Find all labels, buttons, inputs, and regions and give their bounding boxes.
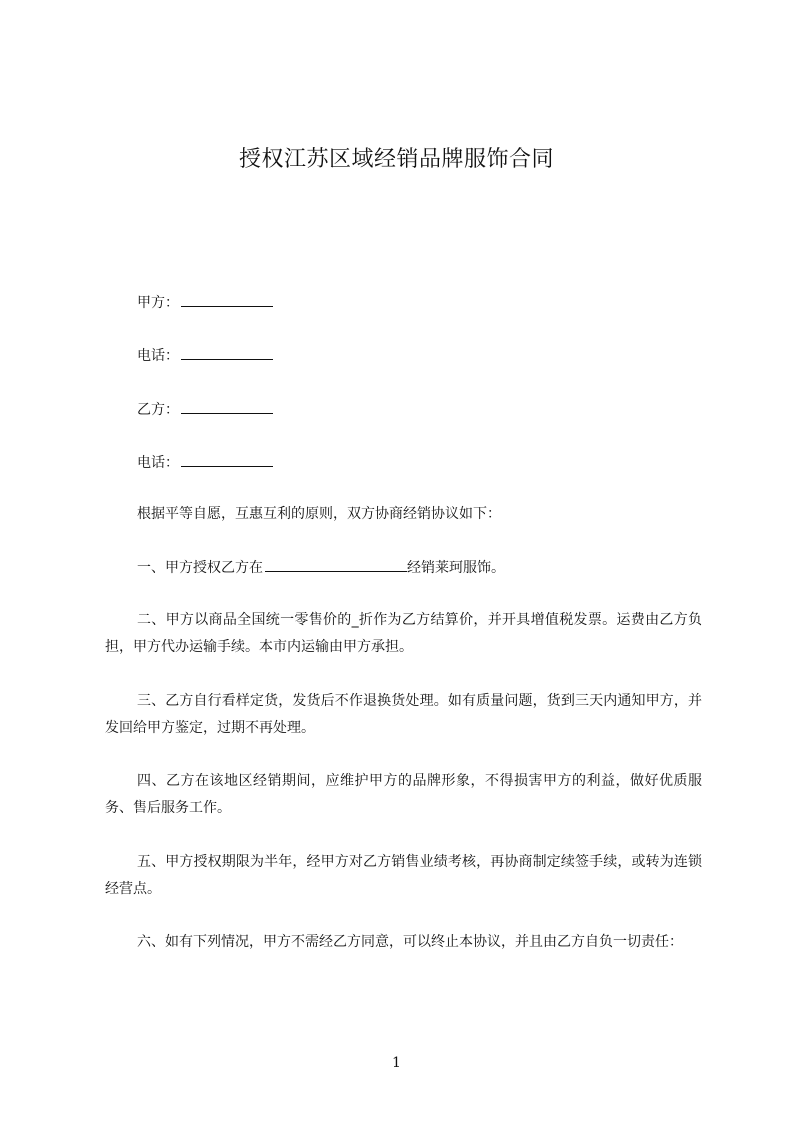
clause-6: 六、如有下列情况，甲方不需经乙方同意，可以终止本协议，并且由乙方自负一切责任： [137, 934, 683, 950]
party-a-label: 甲方： [137, 295, 179, 311]
document-title: 授权江苏区域经销品牌服饰合同 [238, 147, 554, 172]
party-a-phone-label: 电话： [137, 348, 179, 364]
clause-1-before: 一、甲方授权乙方在 [137, 560, 263, 576]
party-b-blank [181, 399, 273, 414]
party-b-line [137, 399, 273, 419]
party-b-phone-blank [181, 452, 273, 467]
party-a-phone-blank [181, 345, 273, 360]
clause-1-after: 经销莱珂服饰。 [407, 560, 505, 576]
party-b-label: 乙方： [137, 402, 179, 418]
party-a-phone-line [137, 345, 273, 365]
party-a-line [137, 292, 273, 312]
clause-1 [105, 555, 702, 582]
clause-5: 五、甲方授权期限为半年，经甲方对乙方销售业绩考核，再协商制定续签手续，或转为连锁经营点。 [105, 854, 702, 897]
clause-3: 三、乙方自行看样定货，发货后不作退换货处理。如有质量问题，货到三天内通知甲方，并发回给甲方鉴定，过期不再处理。 [105, 693, 702, 736]
party-a-blank [181, 292, 273, 307]
party-b-phone-label: 电话： [137, 455, 179, 471]
clause-2: 二、甲方以商品全国统一零售价的_折作为乙方结算价，并开具增值税发票。运费由乙方负担，甲方代办运输手续。本市内运输由甲方承担。 [105, 612, 702, 655]
clause-1-region-blank [265, 557, 407, 572]
party-b-phone-line [137, 452, 273, 472]
page-number: 1 [392, 1055, 401, 1071]
clause-4: 四、乙方在该地区经销期间，应维护甲方的品牌形象，不得损害甲方的利益，做好优质服务、售后服务工作。 [105, 773, 702, 816]
intro-paragraph: 根据平等自愿，互惠互利的原则，双方协商经销协议如下： [137, 506, 501, 522]
